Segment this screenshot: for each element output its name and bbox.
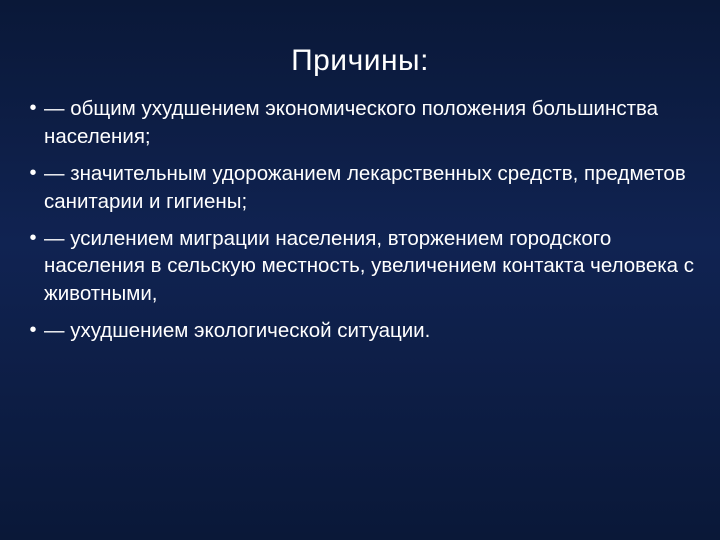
page-title: Причины: (291, 44, 429, 77)
bullet-list (0, 77, 720, 345)
list-item-text: — значительным удорожанием лекарственных средств, предметов санитарии и гигиены; (44, 161, 686, 213)
list-item (22, 160, 706, 216)
bullet-point-icon: • (29, 161, 37, 184)
list-item (22, 95, 706, 151)
list-item-text: — усилением миграции населения, вторжением городского населения в сельскую местность, увеличением контакта человека с животными, (44, 226, 695, 306)
list-item-text: — ухудшением экологической ситуации. (44, 319, 431, 343)
bullet-point-icon: • (29, 319, 37, 342)
bullet-point-icon: • (29, 97, 37, 119)
list-item (22, 225, 706, 309)
bullet-point-icon: • (29, 226, 37, 249)
list-item (22, 317, 706, 345)
list-item-text: — общим ухудшением экономического положения большинства населения; (44, 97, 659, 148)
